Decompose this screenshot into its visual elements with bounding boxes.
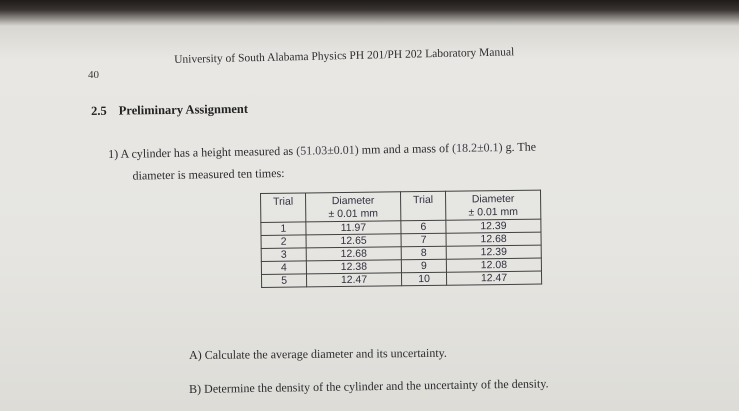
diameter-cell: 12.68 <box>306 247 401 261</box>
trial-cell: 8 <box>401 246 446 260</box>
question-text-b: mm and a mass of <box>361 141 450 157</box>
header-trial-1: Trial <box>261 193 306 223</box>
diameter-cell: 12.65 <box>306 234 401 248</box>
trial-cell: 7 <box>401 233 446 247</box>
diameter-cell: 12.39 <box>446 219 541 233</box>
section-heading <box>91 102 248 119</box>
section-title: Preliminary Assignment <box>118 101 249 118</box>
section-number: 2.5 <box>91 103 107 118</box>
height-value: (51.03±0.01) <box>296 142 359 158</box>
diameter-cell: 12.08 <box>446 258 541 272</box>
question-text-a: A cylinder has a height measured as <box>120 143 294 161</box>
table-row <box>261 271 541 287</box>
header-trial-2: Trial <box>400 191 445 221</box>
diameter-cell: 12.47 <box>306 273 401 287</box>
diameter-cell: 11.97 <box>306 221 401 235</box>
diameter-cell: 12.39 <box>446 245 541 259</box>
trial-cell: 2 <box>261 235 306 249</box>
trial-cell: 1 <box>261 222 306 236</box>
diameter-cell: 12.38 <box>306 260 401 274</box>
question-number: 1) <box>108 146 119 161</box>
diameter-cell: 12.47 <box>446 271 541 285</box>
diameter-table <box>260 190 542 288</box>
question-text-line2: diameter is measured ten times: <box>132 165 285 183</box>
trial-cell: 6 <box>401 220 446 234</box>
trial-cell: 5 <box>261 274 306 288</box>
question-1 <box>108 136 537 187</box>
diameter-cell: 12.68 <box>446 232 541 246</box>
part-b-label: B) <box>189 381 202 396</box>
header-diameter-2: Diameter ± 0.01 mm <box>445 190 540 220</box>
trial-cell: 9 <box>401 259 446 273</box>
table-header-row <box>261 190 541 222</box>
page-number: 40 <box>88 69 99 81</box>
part-a-label: A) <box>189 347 202 362</box>
header-diameter-1: Diameter ± 0.01 mm <box>306 192 401 222</box>
question-text-c: g. The <box>505 139 537 155</box>
trial-cell: 10 <box>401 272 446 286</box>
part-b-text: Determine the density of the cylinder and the uncertainty of the density. <box>203 376 549 396</box>
page-header: University of South Alabama Physics PH 201/PH 202 Laboratory Manual <box>174 46 515 66</box>
part-b <box>189 376 549 397</box>
part-a-text: Calculate the average diameter and its uncertainty. <box>204 345 447 362</box>
trial-cell: 4 <box>261 261 306 275</box>
part-a <box>189 346 447 363</box>
mass-value: (18.2±0.1) <box>451 140 503 155</box>
trial-cell: 3 <box>261 248 306 262</box>
